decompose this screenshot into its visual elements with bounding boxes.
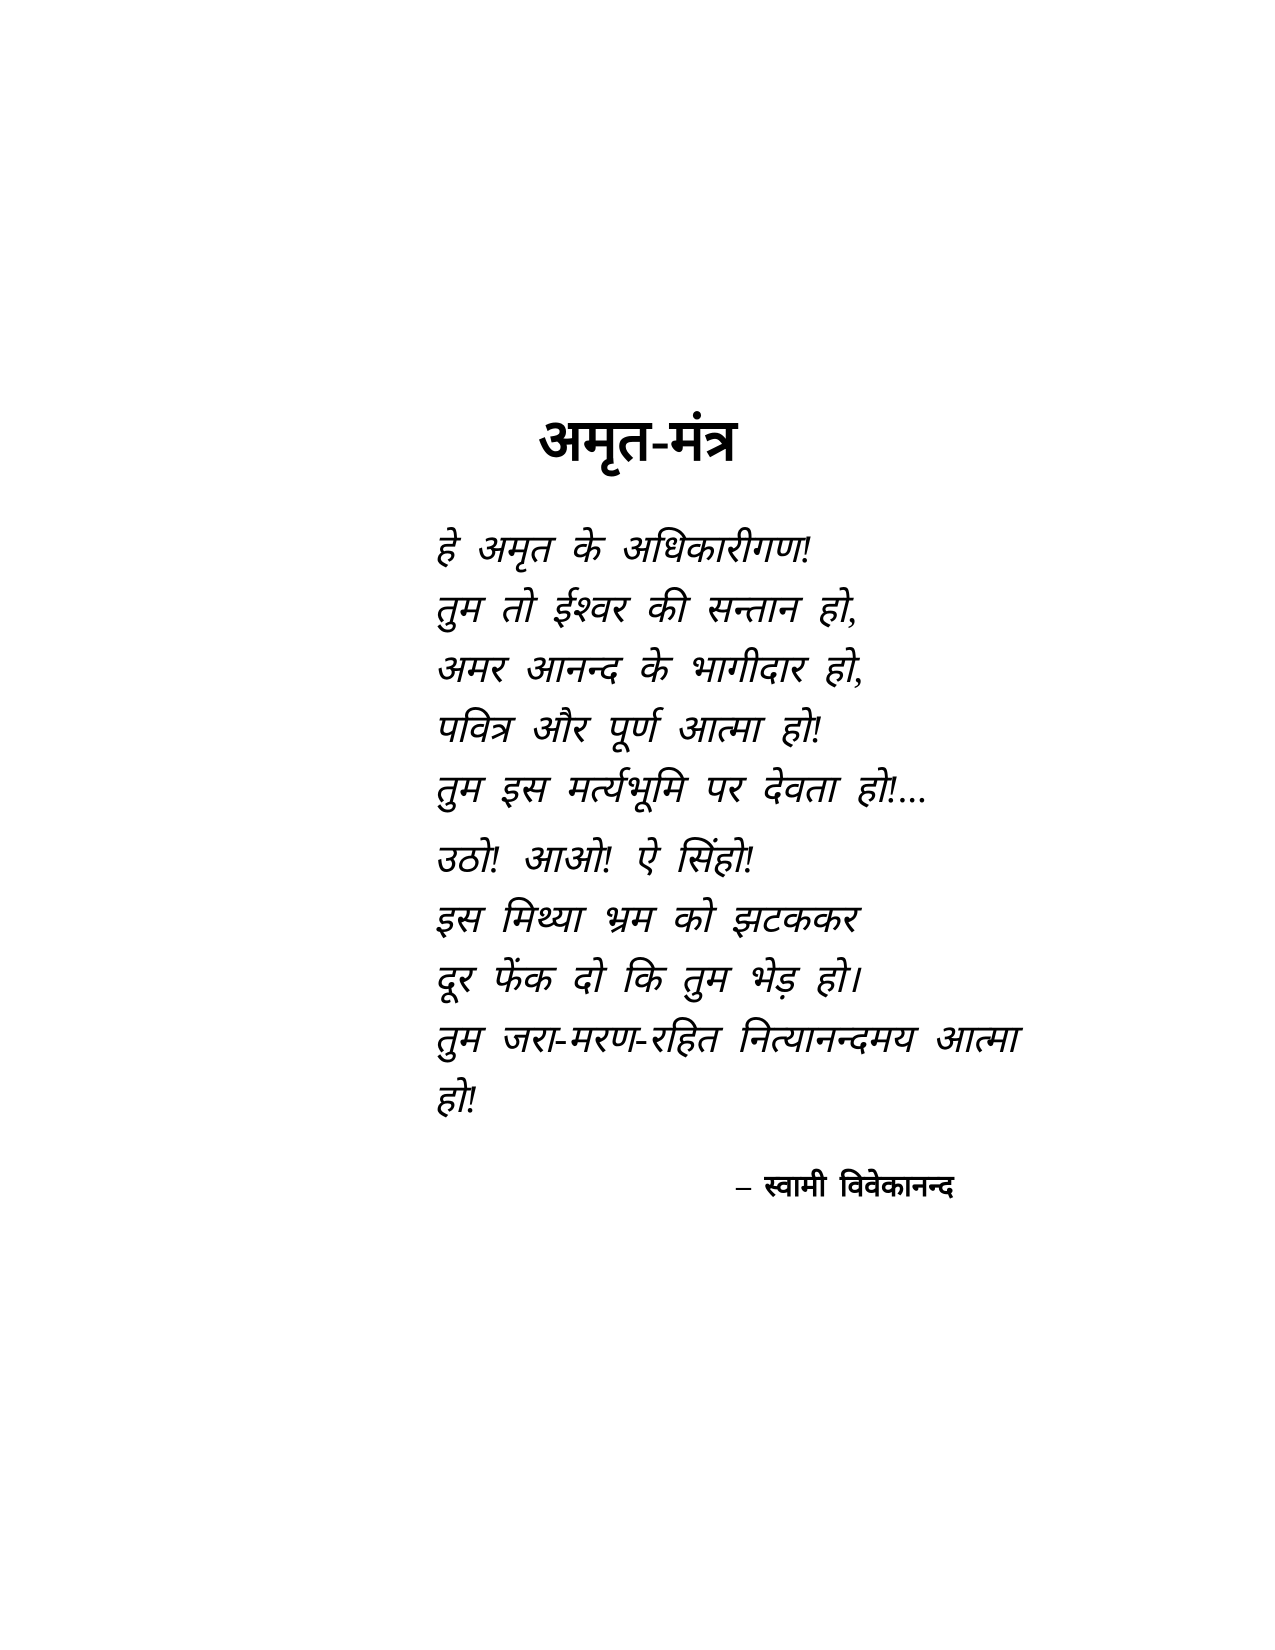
- poem-line: दूर फेंक दो कि तुम भेड़ हो।: [434, 958, 860, 1001]
- poem-line: पवित्र और पूर्ण आत्मा हो!: [434, 708, 823, 751]
- poem-body: [434, 520, 1134, 1130]
- poem-line: तुम जरा-मरण-रहित नित्यानन्दमय आत्मा: [434, 1018, 1017, 1061]
- stanza-1: [434, 520, 1134, 820]
- stanza-2: [434, 830, 1134, 1130]
- poem-line: हे अमृत के अधिकारीगण!: [434, 528, 813, 571]
- poem-line: अमर आनन्द के भागीदार हो,: [434, 648, 864, 691]
- poem-line: तुम तो ईश्वर की सन्तान हो,: [434, 588, 857, 631]
- poem-title: अमृत-मंत्र: [538, 408, 737, 473]
- poem-attribution: – स्वामी विवेकानन्द: [736, 1170, 954, 1203]
- poem-line: हो!: [434, 1078, 478, 1121]
- poem-line: उठो! आओ! ऐ सिंहो!: [434, 838, 755, 881]
- poem-line: तुम इस मर्त्यभूमि पर देवता हो!...: [434, 768, 928, 811]
- poem-line: इस मिथ्या भ्रम को झटककर: [434, 898, 856, 941]
